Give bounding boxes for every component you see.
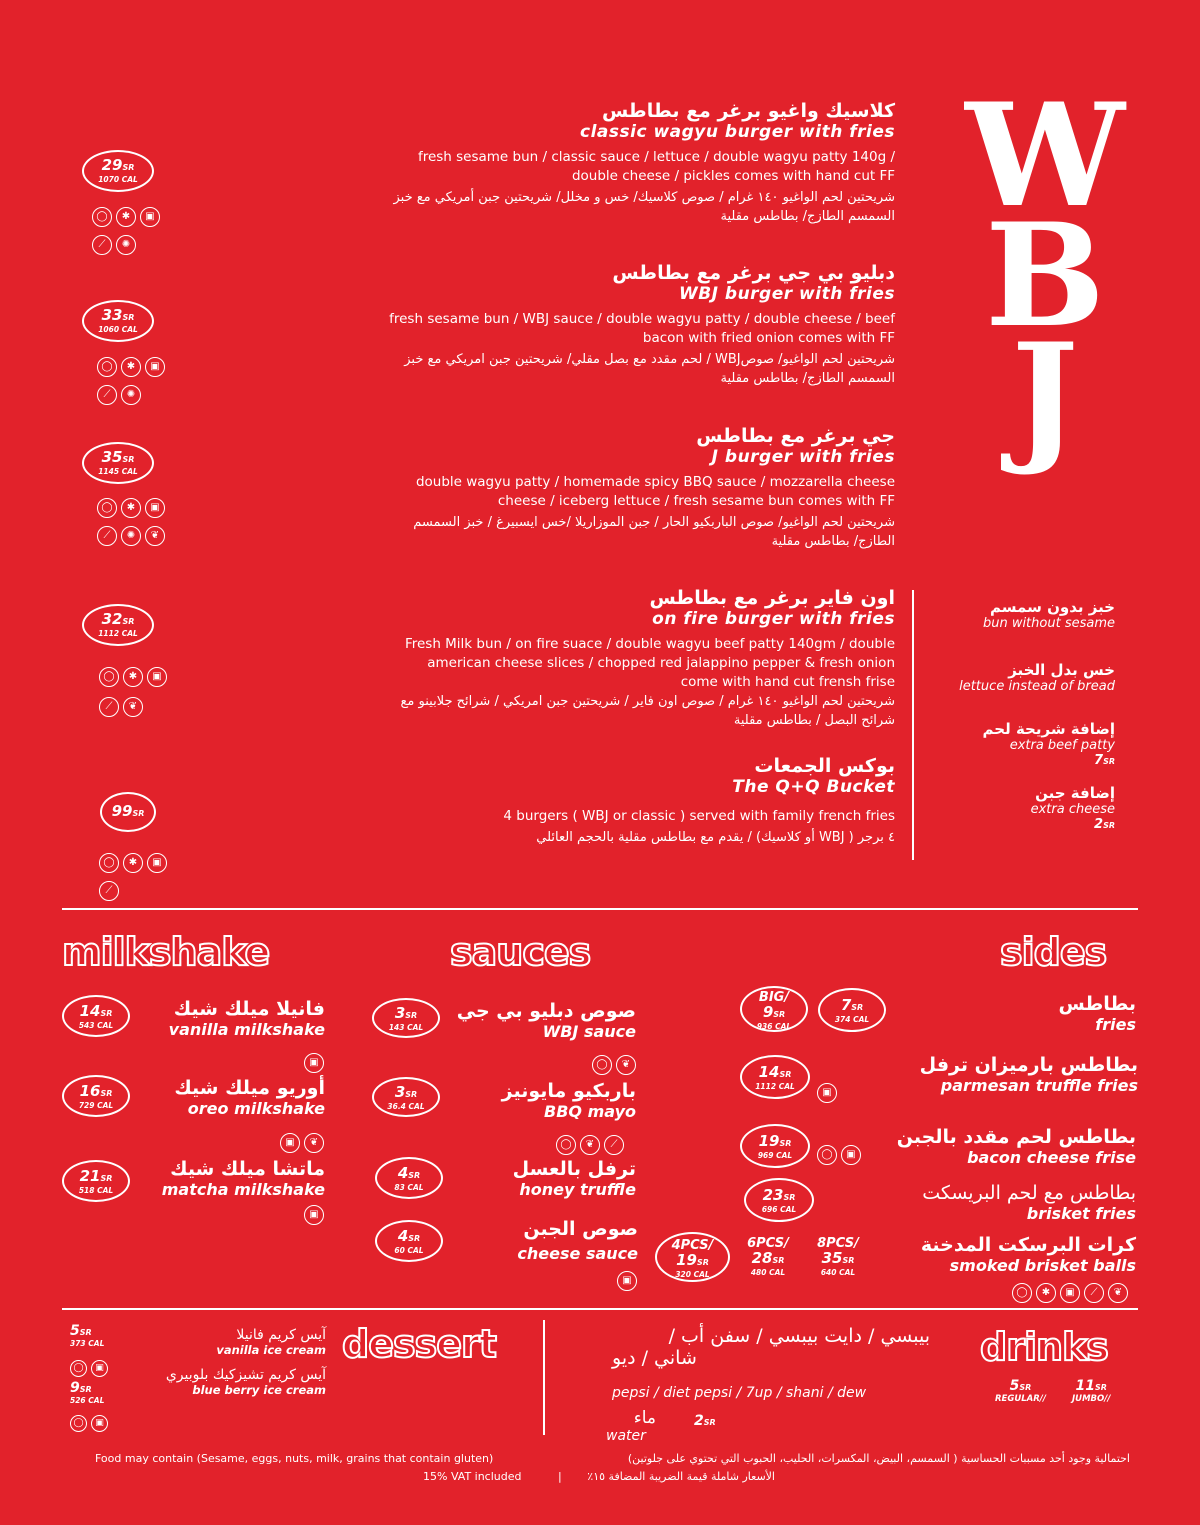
burger-item-wbj: [280, 262, 895, 388]
milkshake-item: [130, 1158, 325, 1199]
burger-desc-en: come with hand cut frensh frise: [680, 674, 895, 690]
grain-icon: ✱: [123, 853, 143, 873]
item-title-en: honey truffle: [519, 1180, 636, 1199]
grain-icon: ❦: [304, 1133, 324, 1153]
milkshake-item: [130, 1077, 325, 1118]
bucket-item: [280, 755, 895, 847]
burger-desc-en: american cheese slices / chopped red jalappino pepper & fresh onion: [427, 655, 895, 671]
side-item: [880, 1182, 1136, 1223]
grain-icon: ✱: [1036, 1283, 1056, 1303]
burger-desc-ar: شرائح البصل / بطاطس مقلية: [733, 713, 895, 728]
item-title-ar: بطاطس: [1058, 993, 1136, 1015]
item-title-ar: صوص دبليو بي جي: [456, 1000, 636, 1022]
brand-letter-j: J: [1011, 313, 1079, 479]
allergen-icons: [95, 495, 167, 518]
item-title-en: fries: [1095, 1015, 1136, 1034]
grain-icon: ✱: [121, 357, 141, 377]
item-title-ar: صوص الجبن: [523, 1218, 638, 1240]
chili-icon: ❦: [145, 526, 165, 546]
burger-desc-en: double wagyu patty / homemade spicy BBQ sauce / mozzarella cheese: [415, 474, 895, 490]
extra-title-ar: إضافة شريحة لحم: [982, 720, 1115, 738]
item-title-ar: بطاطس مع لحم البريسكت: [922, 1182, 1136, 1204]
milk-icon: ▣: [1060, 1283, 1080, 1303]
burger-desc-ar: شريحتين لحم الواغيو/ صوصWBJ / لحم مقدد مع بصل مقلي/ شريحتين جبن امريكي مع خبز: [404, 352, 895, 367]
drinks-item: [560, 1325, 930, 1369]
burger-desc-ar: الطازج/ بطاطس مقلية: [771, 534, 895, 549]
item-title-ar: كرات البرسكت المدخنة: [920, 1234, 1136, 1256]
section-title-drinks: drinks: [980, 1325, 1108, 1369]
brand-letter-w: W: [965, 73, 1125, 239]
allergen-icons: [95, 354, 167, 377]
allergen-icons: [278, 1130, 326, 1153]
divider: [912, 590, 914, 860]
burger-item-classic: [280, 100, 895, 226]
side-item: [860, 1054, 1138, 1095]
allergen-icons: [815, 1142, 863, 1165]
burger-title-ar: بوكس الجمعات: [754, 755, 895, 777]
price-badge: 19SR 969 CAL: [740, 1124, 810, 1168]
burger-desc-ar: شريحتين لحم الواغيو/ صوص الباربكيو الحار / جبن الموزاريلا /خس ايسبيرغ / خبز السمسم: [413, 515, 895, 530]
allergen-icons: [97, 850, 169, 873]
extra-title-ar: خس بدل الخبز: [1008, 661, 1115, 679]
burger-title-ar: اون فاير برغر مع بطاطس: [649, 587, 895, 609]
allergen-icons: [1010, 1280, 1130, 1303]
dessert-item: [140, 1327, 326, 1397]
burger-desc-ar: شريحتين لحم الواغيو ١٤٠ غرام / صوص كلاسيك/ خس و مخلل/ شريحتين جبن أمريكي مع خبز: [393, 190, 895, 205]
allergy-note-ar: احتمالية وجود أحد مسببات الحساسية ( السمسم، البيض، المكسرات، الحليب، الحبوب التي تحتوي على جلوتين): [627, 1452, 1130, 1465]
item-title-en: cheese sauce: [517, 1244, 638, 1263]
item-title-ar: باربكيو مايونيز: [501, 1080, 636, 1102]
item-title-en: vanilla ice cream: [216, 1343, 326, 1357]
sauce-icon: ⟋: [604, 1135, 624, 1155]
drink-price-jumbo: 11SR JUMBO//: [1072, 1378, 1111, 1404]
sauce-item: [440, 1158, 636, 1199]
item-title-ar: ماتشا ميلك شيك: [170, 1158, 325, 1180]
item-title-ar: بطاطس لحم مقدد بالجبن: [896, 1126, 1136, 1148]
item-title-en: parmesan truffle fries: [940, 1076, 1138, 1095]
grain-icon: ✱: [116, 207, 136, 227]
egg-icon: ◯: [99, 853, 119, 873]
item-title-en: oreo milkshake: [187, 1099, 325, 1118]
sauce-icon: ⟋: [97, 526, 117, 546]
item-title-ar: أوريو ميلك شيك: [174, 1077, 325, 1099]
milk-icon: ▣: [145, 498, 165, 518]
price-badge: 7SR 374 CAL: [818, 988, 886, 1032]
milk-icon: ▣: [147, 853, 167, 873]
spicy-icon: ✺: [121, 385, 141, 405]
vat-note-ar: الأسعار شاملة قيمة الضريبة المضافة ١٥٪: [587, 1470, 775, 1483]
extra-price: 2SR: [1094, 817, 1115, 832]
water-item: [606, 1408, 656, 1444]
item-title-ar: بيبسي / دايت بيبسي / سفن أب /: [668, 1325, 930, 1347]
milk-icon: ▣: [304, 1205, 324, 1225]
price-badge: 14SR 1112 CAL: [740, 1055, 810, 1099]
grain-icon: ✱: [123, 667, 143, 687]
item-title-ar: آيس كريم فانيلا: [236, 1327, 326, 1343]
price-badge: 3SR 36.4 CAL: [372, 1077, 440, 1117]
allergen-icons: [97, 664, 169, 687]
extra-title-en: extra beef patty: [1009, 738, 1115, 753]
burger-desc-ar: ٤ برجر ( WBJ أو كلاسيك) / يقدم مع بطاطس مقلية بالحجم العائلي: [536, 830, 895, 845]
burger-desc-ar: شريحتين لحم الواغيو ١٤٠ غرام / صوص اون فاير / شريحتين جبن امريكي / شرائح جلابينو مع: [400, 694, 895, 709]
sauce-icon: ⟋: [99, 881, 119, 901]
sauce-item: [440, 1218, 638, 1263]
milk-icon: ▣: [841, 1145, 861, 1165]
burger-desc-en: Fresh Milk bun / on fire suace / double wagyu beef patty 140gm / double: [404, 636, 895, 652]
chili-icon: ❦: [580, 1135, 600, 1155]
brand-letter-b: B: [984, 193, 1106, 359]
burger-desc-en: double cheese / pickles comes with hand cut FF: [571, 168, 895, 184]
allergen-icons: [90, 204, 162, 227]
item-title-ar: ترفل بالعسل: [512, 1158, 636, 1180]
price-badge: 6PCS/ 28SR 480 CAL: [747, 1236, 789, 1277]
sauce-item: [440, 1080, 636, 1121]
section-title-sides: sides: [1000, 930, 1107, 974]
chili-icon: ❦: [616, 1055, 636, 1075]
burger-title-ar: كلاسيك واغيو برغر مع بطاطس: [601, 100, 895, 122]
burger-title-en: on fire burger with fries: [652, 609, 895, 629]
burger-title-en: J burger with fries: [711, 447, 895, 467]
grain-icon: ✱: [121, 498, 141, 518]
extra-title-en: lettuce instead of bread: [959, 679, 1115, 694]
milkshake-item: [130, 998, 325, 1039]
allergen-icons: [95, 523, 167, 546]
egg-icon: ◯: [817, 1145, 837, 1165]
milk-icon: ▣: [817, 1083, 837, 1103]
section-title-dessert: dessert: [342, 1322, 496, 1366]
item-title-ar: ماء: [633, 1408, 656, 1428]
allergen-icons: [68, 1355, 110, 1377]
allergen-icons: [97, 694, 145, 717]
price-badge: 4PCS/ 19SR 320 CAL: [655, 1232, 730, 1282]
egg-icon: ◯: [70, 1360, 87, 1377]
item-title-ar: آيس كريم تشيزكيك بلوبيري: [165, 1367, 326, 1383]
sauce-icon: ⟋: [92, 235, 112, 255]
sauce-icon: ⟋: [97, 385, 117, 405]
allergen-icons: [302, 1202, 326, 1225]
extra-title-ar: خبز بدون سمسم: [990, 598, 1115, 616]
price-badge: BIG/ 9SR 936 CAL: [740, 986, 808, 1032]
spicy-icon: ✺: [121, 526, 141, 546]
price-badge: 3SR 143 CAL: [372, 998, 440, 1038]
price-badge: 29SR 1070 CAL: [82, 150, 154, 192]
egg-icon: ◯: [592, 1055, 612, 1075]
item-title-ar: شاني / ديو: [612, 1347, 697, 1369]
allergen-icons: [615, 1268, 639, 1291]
egg-icon: ◯: [99, 667, 119, 687]
item-title-en: blue berry ice cream: [192, 1383, 326, 1397]
burger-title-ar: جي برغر مع بطاطس: [696, 425, 895, 447]
milk-icon: ▣: [91, 1360, 108, 1377]
allergen-icons: [95, 382, 143, 405]
burger-item-on-fire: [280, 587, 895, 730]
egg-icon: ◯: [1012, 1283, 1032, 1303]
extra-title-ar: إضافة جبن: [1035, 784, 1115, 802]
water-price: 2SR: [694, 1413, 716, 1429]
burger-desc-ar: السمسم الطازج/ بطاطس مقلية: [720, 209, 895, 224]
divider: [62, 908, 1138, 910]
milk-icon: ▣: [617, 1271, 637, 1291]
extras-list: [920, 598, 1115, 832]
milk-icon: ▣: [145, 357, 165, 377]
allergen-icons: [815, 1080, 839, 1103]
price-badge: 99SR: [100, 792, 156, 832]
sauce-icon: ⟋: [1084, 1283, 1104, 1303]
egg-icon: ◯: [92, 207, 112, 227]
item-title-en: BBQ mayo: [544, 1102, 636, 1121]
burger-title-en: classic wagyu burger with fries: [580, 122, 895, 142]
chili-icon: ❦: [1108, 1283, 1128, 1303]
price-badge: 5SR 373 CAL: [70, 1323, 105, 1348]
item-title-en: WBJ sauce: [542, 1022, 636, 1041]
burger-title-ar: دبليو بي جي برغر مع بطاطس: [612, 262, 895, 284]
allergen-icons: [68, 1410, 110, 1432]
egg-icon: ◯: [556, 1135, 576, 1155]
extra-title-en: extra cheese: [1030, 802, 1115, 817]
section-title-sauces: sauces: [450, 930, 591, 974]
divider: [62, 1308, 1138, 1310]
price-badge: 9SR 526 CAL: [70, 1380, 105, 1405]
burger-desc-ar: السمسم الطازج/ بطاطس مقلية: [720, 371, 895, 386]
burger-desc-en: fresh sesame bun / WBJ sauce / double wagyu patty / double cheese / beef: [389, 311, 895, 327]
drink-price-regular: 5SR REGULAR//: [995, 1378, 1046, 1404]
price-badge: 35SR 1145 CAL: [82, 442, 154, 484]
item-title-en: matcha milkshake: [161, 1180, 325, 1199]
allergen-icons: [302, 1050, 326, 1073]
item-title-en: brisket fries: [1026, 1204, 1136, 1223]
allergy-note-en: Food may contain (Sesame, eggs, nuts, milk, grains that contain gluten): [95, 1452, 494, 1465]
extra-title-en: bun without sesame: [982, 616, 1115, 631]
item-title-en: vanilla milkshake: [168, 1020, 325, 1039]
egg-icon: ◯: [97, 498, 117, 518]
divider: [543, 1320, 545, 1435]
price-badge: 32SR 1112 CAL: [82, 604, 154, 646]
item-title-en: bacon cheese frise: [967, 1148, 1136, 1167]
extra-price: 7SR: [1094, 753, 1115, 768]
side-item: [870, 1234, 1136, 1275]
burger-desc-en: fresh sesame bun / classic sauce / lettuce / double wagyu patty 140g /: [417, 149, 895, 165]
burger-desc-en: 4 burgers ( WBJ or classic ) served with family french fries: [503, 808, 895, 824]
allergen-icons: [97, 878, 121, 901]
allergen-icons: [90, 232, 138, 255]
milk-icon: ▣: [147, 667, 167, 687]
side-item: [880, 1126, 1136, 1167]
egg-icon: ◯: [70, 1415, 87, 1432]
vat-separator: |: [558, 1470, 562, 1483]
milk-icon: ▣: [91, 1415, 108, 1432]
price-badge: 16SR 729 CAL: [62, 1075, 130, 1117]
burger-desc-en: cheese / iceberg lettuce / fresh sesame bun comes with FF: [497, 493, 895, 509]
sauce-icon: ⟋: [99, 697, 119, 717]
burger-desc-en: bacon with fried onion comes with FF: [642, 330, 895, 346]
item-title-en: water: [606, 1428, 646, 1444]
item-title-en: smoked brisket balls: [949, 1256, 1136, 1275]
sauce-item: [440, 1000, 636, 1041]
price-badge: 8PCS/ 35SR 640 CAL: [817, 1236, 859, 1277]
item-title-ar: فانيلا ميلك شيك: [173, 998, 325, 1020]
milk-icon: ▣: [140, 207, 160, 227]
chili-icon: ❦: [123, 697, 143, 717]
milk-icon: ▣: [304, 1053, 324, 1073]
item-title-en: pepsi / diet pepsi / 7up / shani / dew: [612, 1385, 867, 1401]
price-badge: 23SR 696 CAL: [744, 1178, 814, 1222]
price-badge: 4SR 60 CAL: [375, 1220, 443, 1262]
price-badge: 33SR 1060 CAL: [82, 300, 154, 342]
milk-icon: ▣: [280, 1133, 300, 1153]
section-title-milkshake: milkshake: [62, 930, 270, 974]
item-title-ar: بطاطس بارميزان ترفل: [919, 1054, 1138, 1076]
burger-title-en: WBJ burger with fries: [678, 284, 895, 304]
allergen-icons: [590, 1052, 638, 1075]
egg-icon: ◯: [97, 357, 117, 377]
price-badge: 14SR 543 CAL: [62, 995, 130, 1037]
price-badge: 21SR 518 CAL: [62, 1160, 130, 1202]
spicy-icon: ✺: [116, 235, 136, 255]
side-item: [880, 993, 1136, 1034]
burger-title-en: The Q+Q Bucket: [732, 777, 895, 797]
burger-item-j: [280, 425, 895, 551]
price-badge: 4SR 83 CAL: [375, 1157, 443, 1199]
allergen-icons: [554, 1132, 626, 1155]
vat-note-en: 15% VAT included: [423, 1470, 522, 1483]
